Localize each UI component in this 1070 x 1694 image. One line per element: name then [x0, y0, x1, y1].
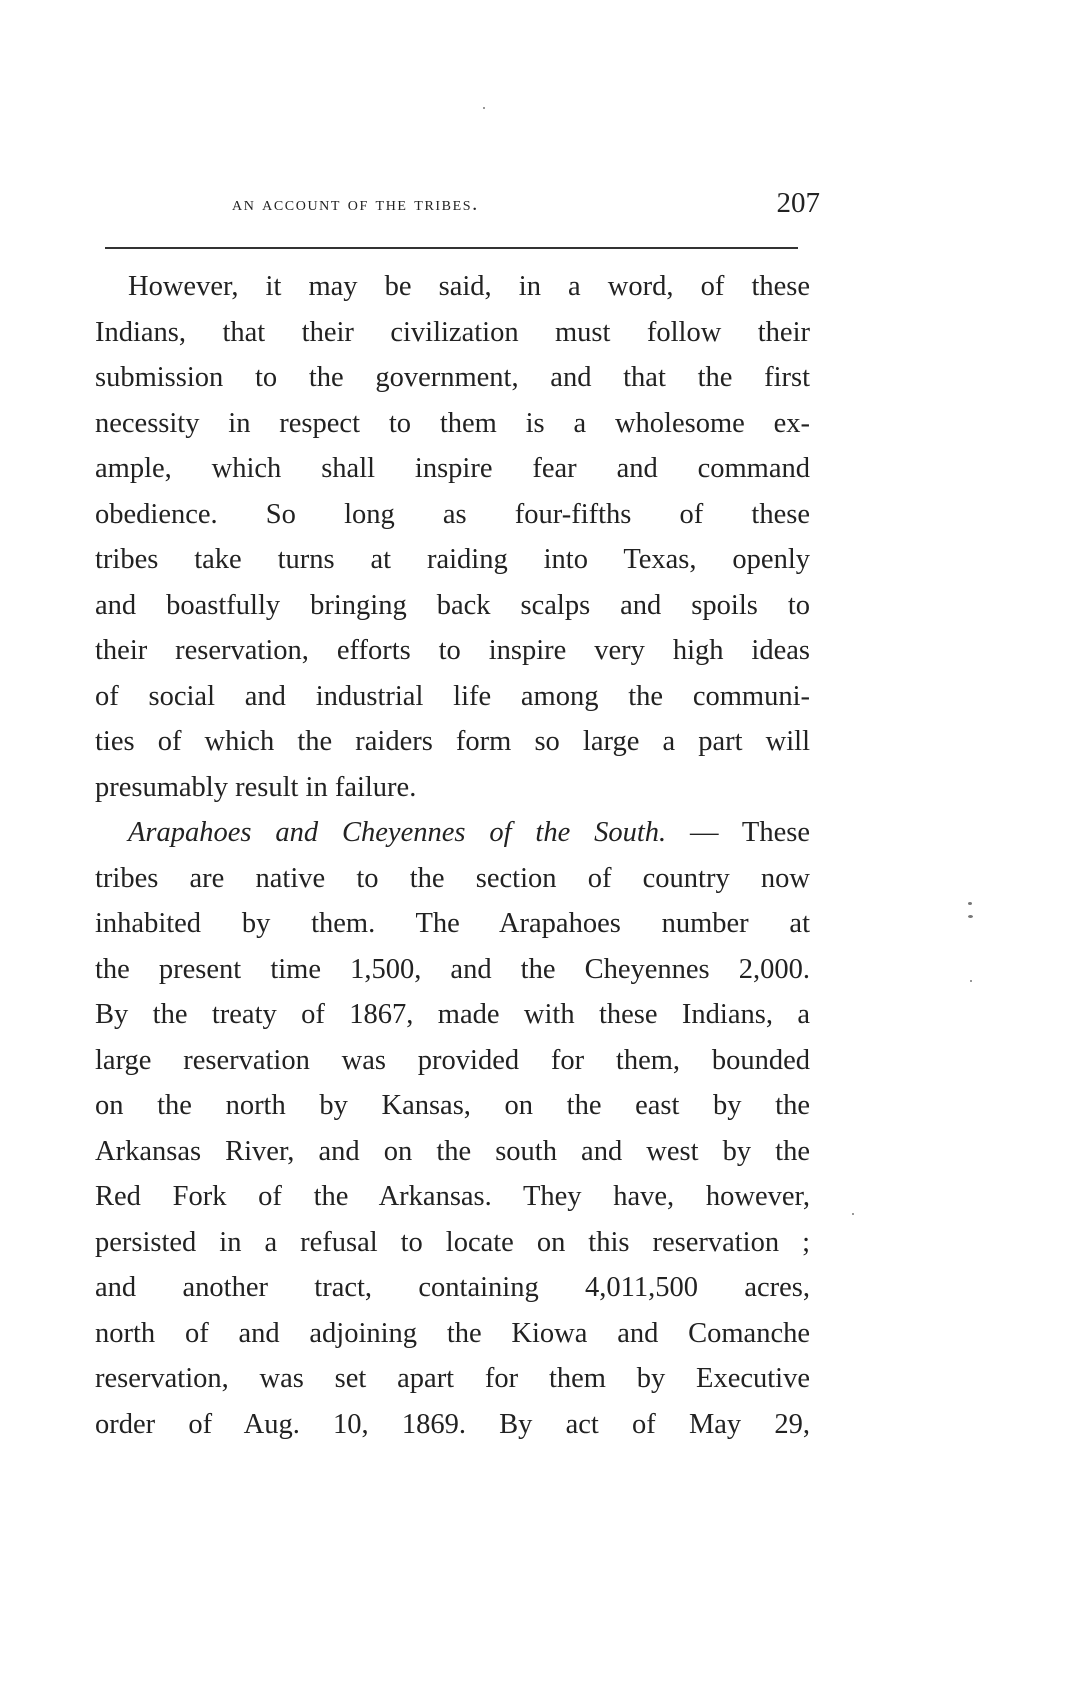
- scan-speck: [483, 107, 485, 109]
- text-line: tribes are native to the section of country now: [95, 862, 810, 894]
- section-heading: Arapahoes and Cheyennes of the South.: [128, 817, 667, 848]
- text-line: However, it may be said, in a word, of these: [128, 271, 810, 302]
- text-line: Arkansas River, and on the south and west by the: [95, 1135, 810, 1167]
- text-line: submission to the government, and that the first: [95, 362, 810, 393]
- text-line: and another tract, containing 4,011,500 acres,: [95, 1272, 810, 1303]
- text-line: order of Aug. 10, 1869. By act of May 29,: [95, 1408, 810, 1440]
- section-first-line: [95, 810, 810, 856]
- header-rule: [105, 247, 798, 249]
- text-line: necessity in respect to them is a wholesome ex-: [95, 407, 810, 439]
- text-line: presumably result in failure.: [95, 771, 417, 803]
- text-line: the present time 1,500, and the Cheyennes 2,000.: [95, 953, 810, 985]
- text-line: ties of which the raiders form so large a part will: [95, 726, 810, 757]
- text-line: Red Fork of the Arkansas. They have, however,: [95, 1181, 810, 1212]
- running-title: an account of the tribes.: [232, 193, 479, 215]
- text-line: of social and industrial life among the communi-: [95, 680, 810, 712]
- text-line: inhabited by them. The Arapahoes number at: [95, 908, 810, 939]
- text-line: By the treaty of 1867, made with these Indians, a: [95, 999, 810, 1030]
- text-line: Indians, that their civilization must follow their: [95, 316, 810, 348]
- text-line: obedience. So long as four-fifths of these: [95, 498, 810, 530]
- text-line: their reservation, efforts to inspire very high ideas: [95, 635, 810, 666]
- text-line: large reservation was provided for them, bounded: [95, 1044, 810, 1076]
- text-line: north of and adjoining the Kiowa and Comanche: [95, 1317, 810, 1349]
- text-line: ample, which shall inspire fear and command: [95, 453, 810, 484]
- running-head: [105, 183, 820, 225]
- text-line: reservation, was set apart for them by Executive: [95, 1363, 810, 1394]
- text-line: persisted in a refusal to locate on this reservation ;: [95, 1226, 810, 1258]
- section-first-line-rest: — These: [666, 817, 810, 848]
- text-line: and boastfully bringing back scalps and spoils to: [95, 589, 810, 621]
- scan-speck: [852, 1213, 854, 1215]
- scan-speck: [970, 980, 972, 982]
- text-line: on the north by Kansas, on the east by the: [95, 1090, 810, 1121]
- page-number: 207: [776, 187, 820, 219]
- scan-speck: [968, 915, 973, 918]
- body-text: [95, 264, 810, 1447]
- scan-speck: [968, 902, 972, 905]
- text-line: tribes take turns at raiding into Texas, openly: [95, 544, 810, 575]
